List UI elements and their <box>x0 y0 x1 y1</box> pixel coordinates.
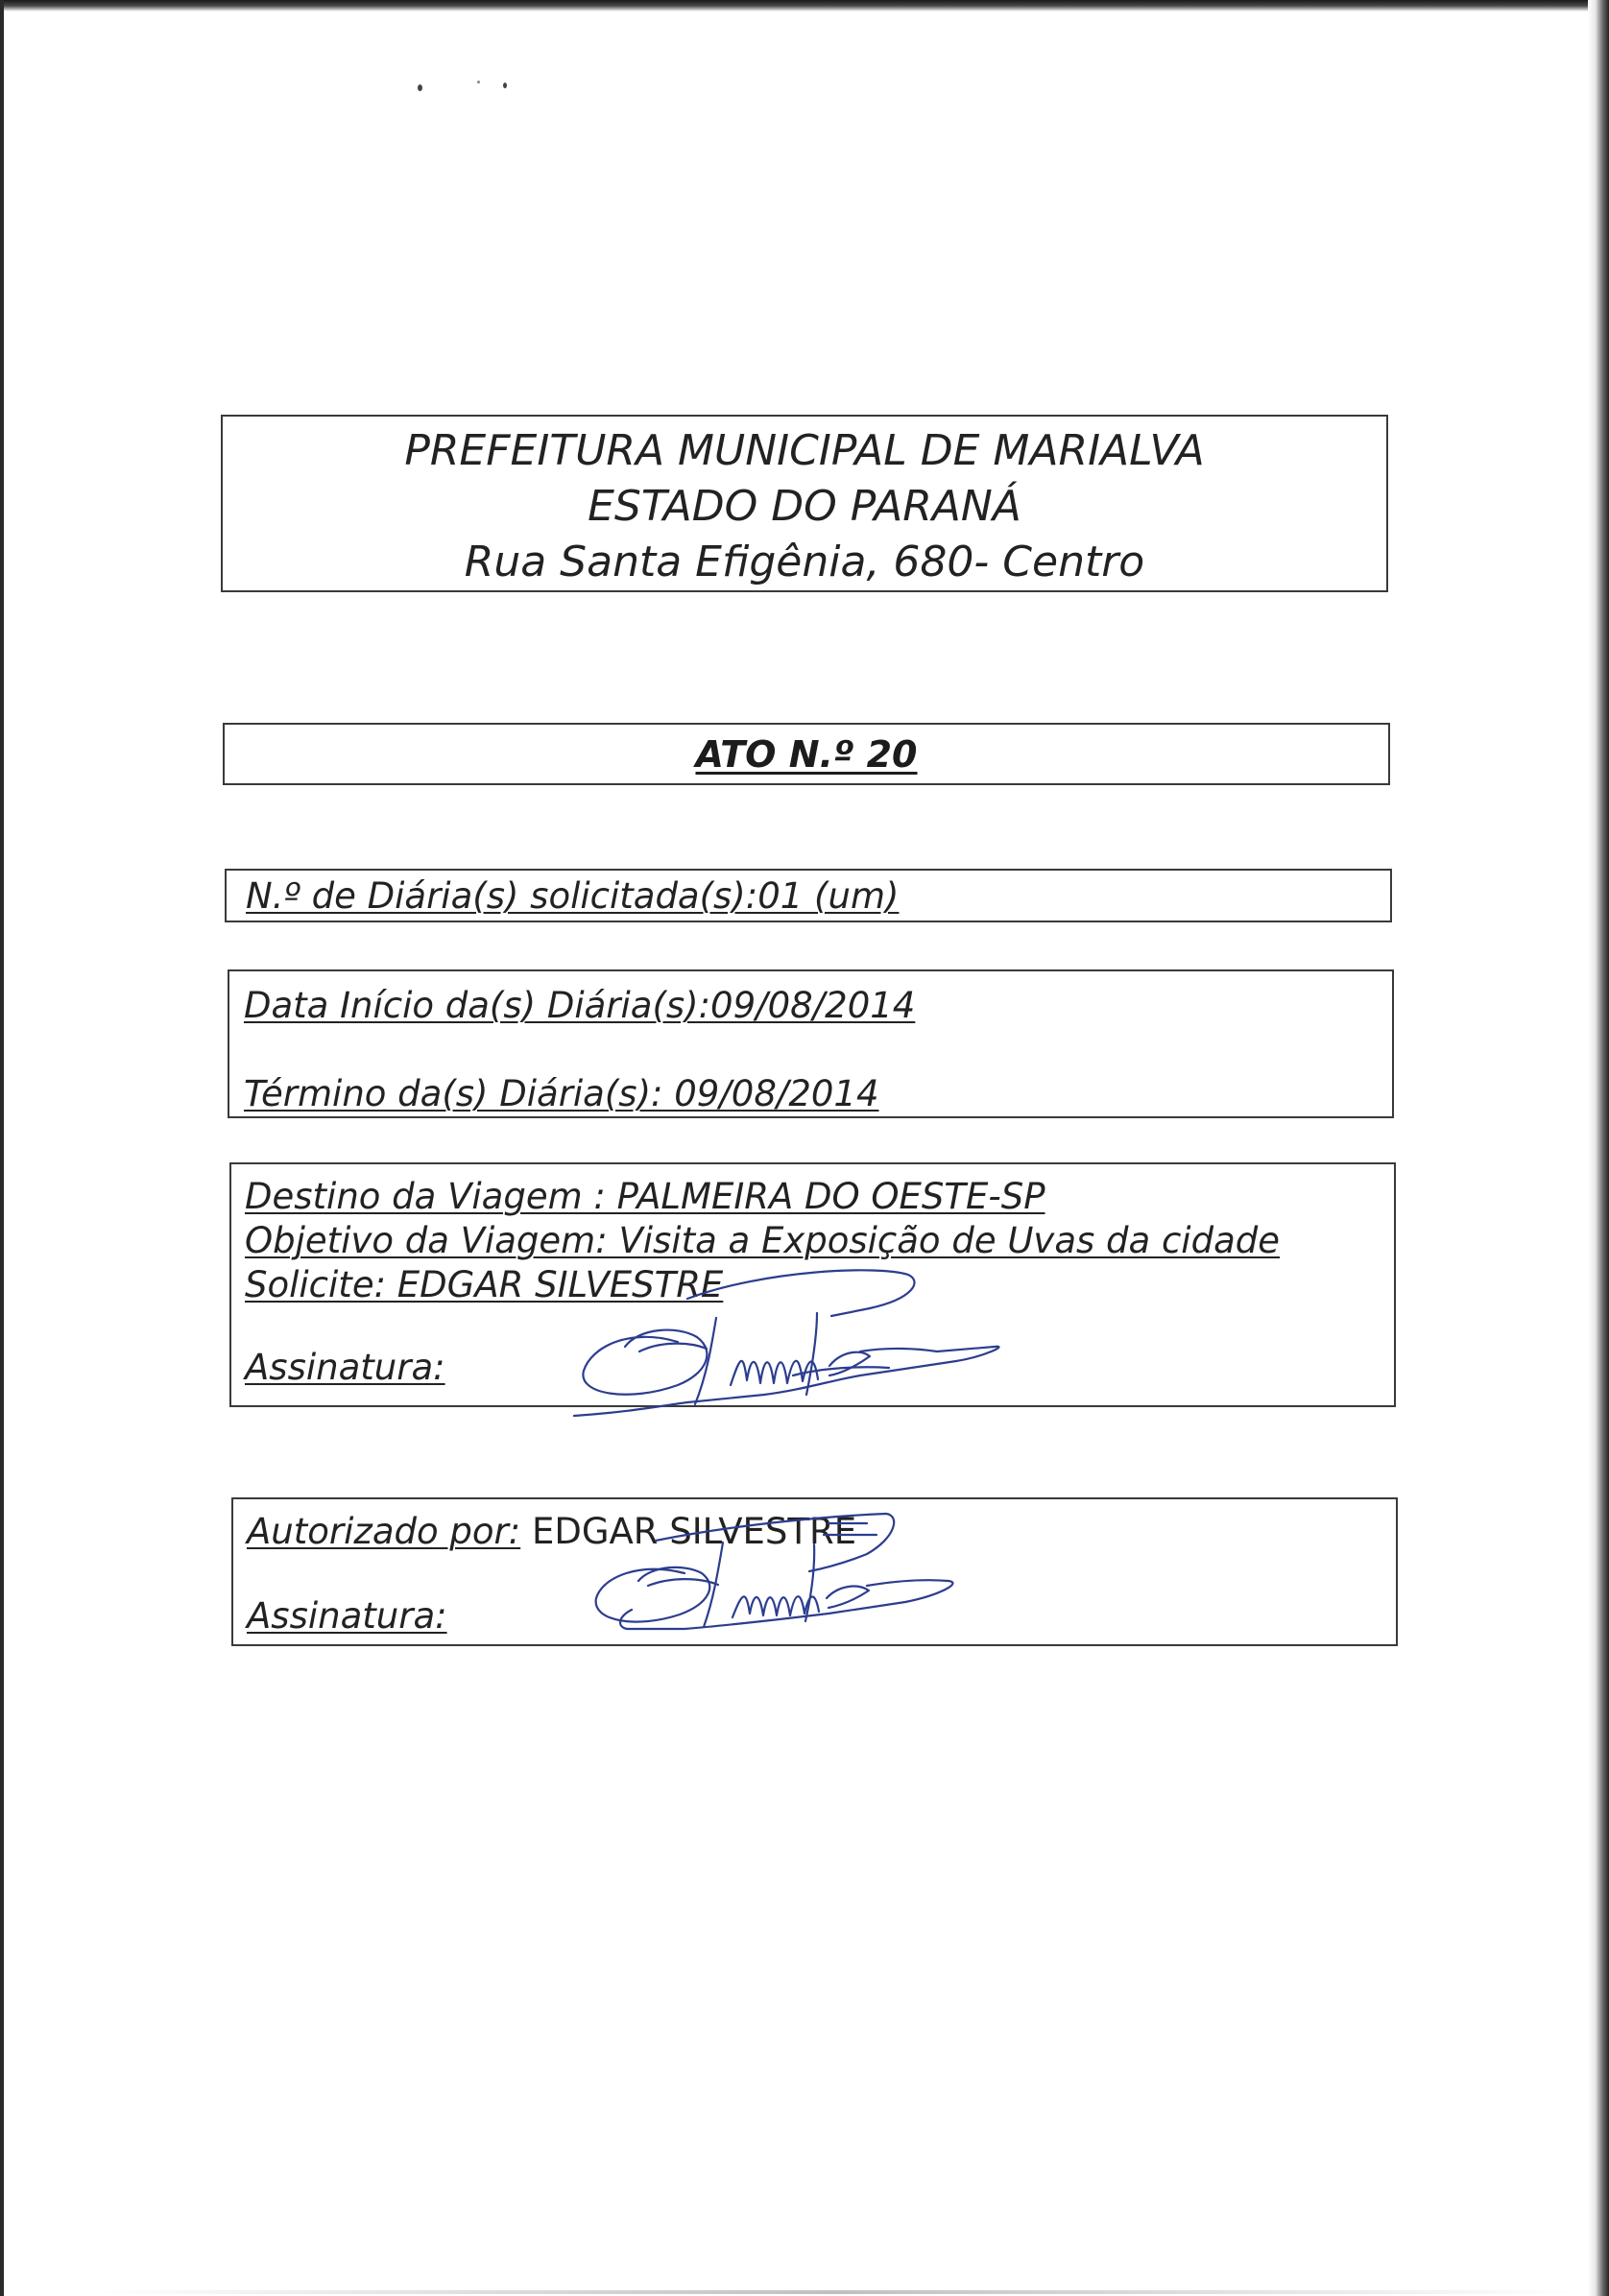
autorizado-por-label: Autorizado por: <box>247 1511 521 1552</box>
autorizado-por-name: EDGAR SILVESTRE <box>531 1511 857 1552</box>
data-termino: Término da(s) Diária(s): 09/08/2014 <box>244 1073 879 1114</box>
scan-speck <box>477 81 480 84</box>
scan-edge-top <box>0 0 1609 12</box>
scan-edge-left <box>0 0 4 2296</box>
ato-title: ATO N.º 20 <box>695 733 918 776</box>
destino-viagem: Destino da Viagem : PALMEIRA DO OESTE-SP <box>245 1176 1045 1217</box>
autorizacao-box <box>231 1497 1398 1646</box>
assinatura-solicitante-label: Assinatura: <box>245 1347 445 1388</box>
data-inicio: Data Início da(s) Diária(s):09/08/2014 <box>244 985 916 1026</box>
scan-speck <box>503 83 507 88</box>
assinatura-autorizador-label: Assinatura: <box>247 1595 447 1637</box>
viagem-box <box>229 1162 1396 1407</box>
dates-box <box>228 969 1394 1118</box>
header-state: ESTADO DO PARANÁ <box>588 482 1021 531</box>
scan-edge-right <box>1588 0 1609 2296</box>
header-address: Rua Santa Efigênia, 680- Centro <box>464 538 1145 586</box>
diarias-count: N.º de Diária(s) solicitada(s):01 (um) <box>246 875 900 917</box>
header-box <box>221 415 1388 592</box>
solicitante: Solicite: EDGAR SILVESTRE <box>245 1264 724 1305</box>
signature-autorizador <box>588 1504 1001 1638</box>
ato-box <box>223 723 1390 785</box>
scan-edge-bottom <box>96 2290 1574 2294</box>
objetivo-viagem: Objetivo da Viagem: Visita a Exposição de Uvas da cidade <box>245 1220 1280 1261</box>
scan-speck <box>418 84 422 91</box>
header-municipality: PREFEITURA MUNICIPAL DE MARIALVA <box>404 426 1205 475</box>
signature-solicitante <box>572 1260 1033 1419</box>
diarias-box <box>225 869 1392 922</box>
